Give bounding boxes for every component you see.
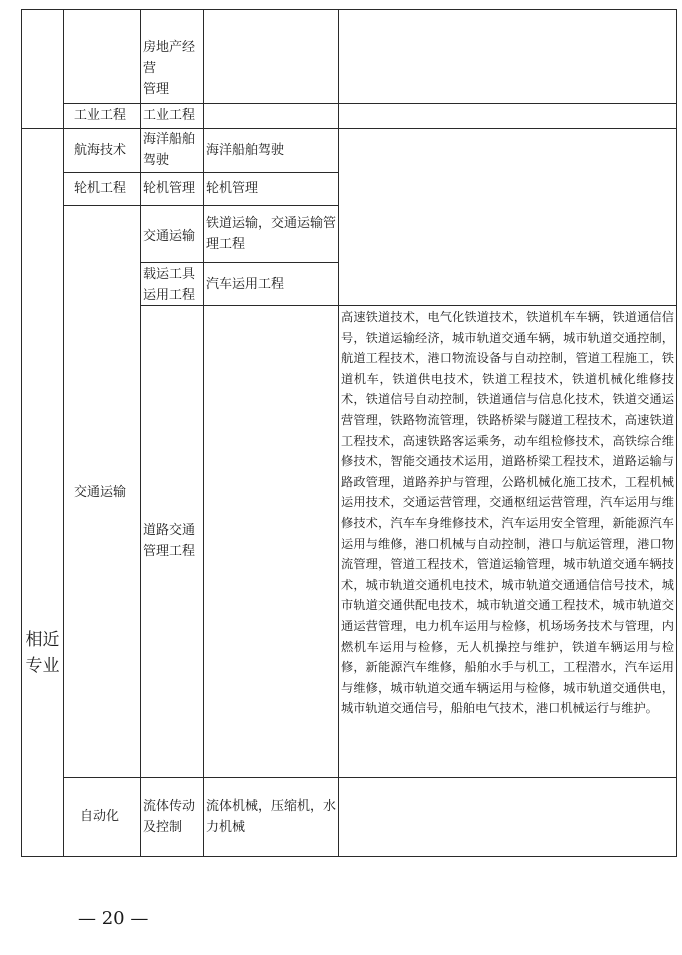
- table-cell-major: 工业工程: [143, 108, 196, 123]
- table-cell-major: 流体传动 及控制: [143, 799, 196, 835]
- table-cell-major: 载运工具 运用工程: [143, 267, 196, 303]
- table-cell-major: 房地产经营 管理: [143, 40, 196, 97]
- table-border-right: [676, 9, 677, 857]
- table-cell-specialty: 轮机管理: [206, 181, 259, 196]
- table-cell-specialty: 汽车运用工程: [206, 277, 285, 292]
- table-row-line: [140, 305, 677, 306]
- table-cell-specialty: 铁道运输，交通运输管 理工程: [206, 216, 337, 252]
- table-row-line: [21, 9, 677, 10]
- table-row-line: [63, 205, 339, 206]
- table-col-line: [140, 9, 141, 857]
- table-col-line: [338, 9, 339, 857]
- table-cell-discipline: 自动化: [80, 809, 120, 824]
- table-cell-discipline: 航海技术: [74, 143, 127, 158]
- table-col-line: [63, 9, 64, 857]
- table-cell-discipline: 工业工程: [74, 108, 127, 123]
- table-row-line: [63, 777, 677, 778]
- table-row-line: [63, 172, 339, 173]
- table-row-line: [140, 262, 339, 263]
- table-cell-specialty: 流体机械，压缩机，水 力机械: [206, 799, 337, 835]
- page-number: — 20 —: [78, 908, 149, 929]
- table-row-line: [21, 128, 677, 129]
- table-border-left: [21, 9, 22, 857]
- table-border-bottom: [21, 856, 677, 857]
- table-col-line: [203, 9, 204, 857]
- table-cell-specialty: 海洋船舶驾驶: [206, 143, 285, 158]
- table-cell-discipline: 交通运输: [74, 485, 127, 500]
- category-cell: 相近 专业: [25, 630, 60, 676]
- table-cell-similar-majors: 高速铁道技术，电气化铁道技术，铁道机车车辆，铁道通信信号，铁道运输经济，城市轨道交通车辆，城市轨道交通控制，航道工程技术，港口物流设备与自动控制，管道工程施工，铁道机车，铁道供电技术，铁道工程技术，铁道机械化维修技术，铁道信号自动控制，铁道通信与信息化技术，铁道交通运营管理，铁路物流管理，铁路桥梁与隧道工程技术，高速铁道工程技术，高速铁路客运乘务，动车组检修技术，高铁综合维修技术，智能交通技术运用，道路桥梁工程技术，道路运输与路政管理，道路养护与管理，公路机械化施工技术，工程机械运用技术，交通运营管理，交通枢纽运营管理，汽车运用与维修技术，汽车车身维修技术，汽车运用安全管理，新能源汽车运用与维修，港口机械与自动控制，港口与航运管理，港口物流管理，管道工程技术，管道运输管理，城市轨道交通车辆技术，城市轨道交通机电技术，城市轨道交通通信信号技术，城市轨道交通供配电技术，城市轨道交通工程技术，城市轨道交通运营管理，电力机车运用与检修，机场场务技术与管理，内燃机车运用与检修，无人机操控与维护，铁道车辆运用与检修，新能源汽车维修，船舶水手与机工，工程潜水，汽车运用与维修，城市轨道交通车辆运用与检修，城市轨道交通供电，城市轨道交通信号，船舶电气技术，港口机械运行与维护。: [341, 310, 674, 716]
- table-cell-discipline: 轮机工程: [74, 181, 127, 196]
- table-cell-major: 道路交通 管理工程: [143, 523, 196, 559]
- table-cell-major: 交通运输: [143, 229, 196, 244]
- table-cell-major: 轮机管理: [143, 181, 196, 196]
- table-cell-major: 海洋船舶 驾驶: [143, 132, 196, 168]
- table-row-line: [63, 103, 677, 104]
